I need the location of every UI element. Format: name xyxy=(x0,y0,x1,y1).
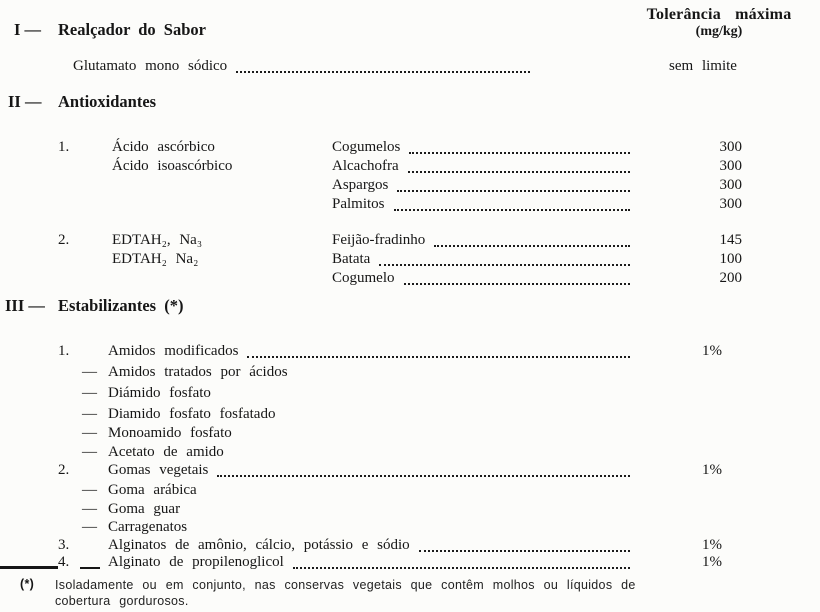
footnote-rule-short xyxy=(80,567,100,569)
section-2-title: Antioxidantes xyxy=(58,92,157,111)
sub-item-row xyxy=(0,405,820,424)
food-name: Feijão-fradinho xyxy=(332,232,426,248)
dot-leader xyxy=(397,190,630,192)
food-cell xyxy=(332,250,640,269)
dash-bullet: — xyxy=(82,501,97,517)
tolerance-value: 300 xyxy=(719,196,742,212)
sub-item-row xyxy=(0,518,820,537)
table-row xyxy=(0,553,820,572)
table-row xyxy=(0,157,820,176)
food-name: Aspargos xyxy=(332,177,389,193)
section-3-numeral: III — xyxy=(5,296,45,315)
sub-item-row xyxy=(0,443,820,462)
group-number: 2. xyxy=(58,232,70,248)
section-1-title: Realçador do Sabor xyxy=(58,20,206,39)
sub-item-label: Carragenatos xyxy=(108,519,188,535)
table-row xyxy=(0,250,820,269)
item-label: Gomas vegetais xyxy=(108,462,209,478)
food-name: Palmitos xyxy=(332,196,385,212)
dot-leader xyxy=(247,356,630,358)
sub-item-label: Goma guar xyxy=(108,501,181,517)
food-name: Alcachofra xyxy=(332,158,399,174)
dash-bullet: — xyxy=(82,444,97,460)
dash-bullet: — xyxy=(82,519,97,535)
food-name: Cogumelos xyxy=(332,139,401,155)
dot-leader xyxy=(217,475,630,477)
dash-bullet: — xyxy=(82,482,97,498)
tolerance-value: 1% xyxy=(702,554,722,570)
row-glutamato-label xyxy=(73,57,540,76)
footnote-marker: (*) xyxy=(20,577,35,591)
sub-item-row xyxy=(0,363,820,382)
tolerance-value: 145 xyxy=(719,232,742,248)
dot-leader xyxy=(434,245,630,247)
dash-bullet: — xyxy=(82,364,97,380)
dash-bullet: — xyxy=(82,425,97,441)
food-name: Batata xyxy=(332,251,371,267)
dot-leader xyxy=(379,264,630,266)
food-cell xyxy=(332,195,640,214)
table-row xyxy=(0,461,820,480)
sub-item-label: Diámido fosfato xyxy=(108,385,211,401)
sub-item-label: Acetato de amido xyxy=(108,444,224,460)
item-number: 2. xyxy=(58,462,70,478)
dot-leader xyxy=(236,71,530,73)
dot-leader xyxy=(419,550,630,552)
tolerance-value: 1% xyxy=(702,537,722,553)
dot-leader xyxy=(409,152,630,154)
tolerance-value: 300 xyxy=(719,177,742,193)
section-3-title: Estabilizantes (*) xyxy=(58,296,184,315)
table-row xyxy=(0,269,820,288)
sub-item-label: Goma arábica xyxy=(108,482,197,498)
tolerance-column-header xyxy=(620,6,818,40)
tolerance-value: 300 xyxy=(719,139,742,155)
dot-leader xyxy=(404,283,631,285)
table-row xyxy=(0,195,820,214)
item-label-cell xyxy=(108,342,640,361)
item-label: Glutamato mono sódico xyxy=(73,58,228,74)
section-3-heading xyxy=(0,296,640,316)
section-2-numeral: II — xyxy=(8,92,42,111)
sub-item-label: Diamido fosfato fosfatado xyxy=(108,406,276,422)
item-number: 1. xyxy=(58,343,70,359)
food-cell xyxy=(332,138,640,157)
group-number: 1. xyxy=(58,139,70,155)
dot-leader xyxy=(293,567,630,569)
item-label: Alginatos de amônio, cálcio, potássio e sódio xyxy=(108,537,410,553)
footnote-rule xyxy=(0,566,58,569)
substance-name: Ácido ascórbico xyxy=(112,139,215,155)
sub-item-label: Amidos tratados por ácidos xyxy=(108,364,288,380)
row-glutamato xyxy=(0,57,820,76)
tolerance-value: 200 xyxy=(719,270,742,286)
table-row xyxy=(0,138,820,157)
dot-leader xyxy=(408,171,630,173)
tolerance-value: 300 xyxy=(719,158,742,174)
item-label-cell xyxy=(108,461,640,480)
section-1-numeral: I — xyxy=(14,20,42,39)
table-row xyxy=(0,231,820,250)
food-cell xyxy=(332,176,640,195)
item-label: Amidos modificados xyxy=(108,343,239,359)
tolerance-value: 100 xyxy=(719,251,742,267)
food-name: Cogumelo xyxy=(332,270,395,286)
table-row xyxy=(0,342,820,361)
sub-item-row xyxy=(0,424,820,443)
footnote-line-2: cobertura gordurosos. xyxy=(55,594,189,608)
substance-name: EDTAH₂, Na₃ xyxy=(112,232,203,248)
item-label-cell xyxy=(108,553,640,572)
sub-item-row xyxy=(0,384,820,403)
footnote-line-1: Isoladamente ou em conjunto, nas conservas vegetais que contêm molhos ou líquidos de xyxy=(55,578,636,592)
table-row xyxy=(0,176,820,195)
food-cell xyxy=(332,157,640,176)
sub-item-row xyxy=(0,481,820,500)
food-cell xyxy=(332,231,640,250)
tolerance-title: Tolerância máxima xyxy=(646,6,792,23)
item-label: Alginato de propilenoglicol xyxy=(108,554,284,570)
section-1-heading xyxy=(0,20,640,40)
substance-name: EDTAH₂ Na₂ xyxy=(112,251,199,267)
sub-item-label: Monoamido fosfato xyxy=(108,425,232,441)
substance-name: Ácido isoascórbico xyxy=(112,158,233,174)
footnote-text xyxy=(55,577,805,609)
section-2-heading xyxy=(0,92,640,112)
tolerance-value: 1% xyxy=(702,343,722,359)
dash-bullet: — xyxy=(82,385,97,401)
tolerance-value: sem limite xyxy=(669,58,737,74)
sub-item-row xyxy=(0,500,820,519)
item-number: 4. xyxy=(58,554,70,570)
dot-leader xyxy=(394,209,630,211)
item-number: 3. xyxy=(58,537,70,553)
tolerance-value: 1% xyxy=(702,462,722,478)
dash-bullet: — xyxy=(82,406,97,422)
food-cell xyxy=(332,269,640,288)
tolerance-unit: (mg/kg) xyxy=(695,24,743,39)
